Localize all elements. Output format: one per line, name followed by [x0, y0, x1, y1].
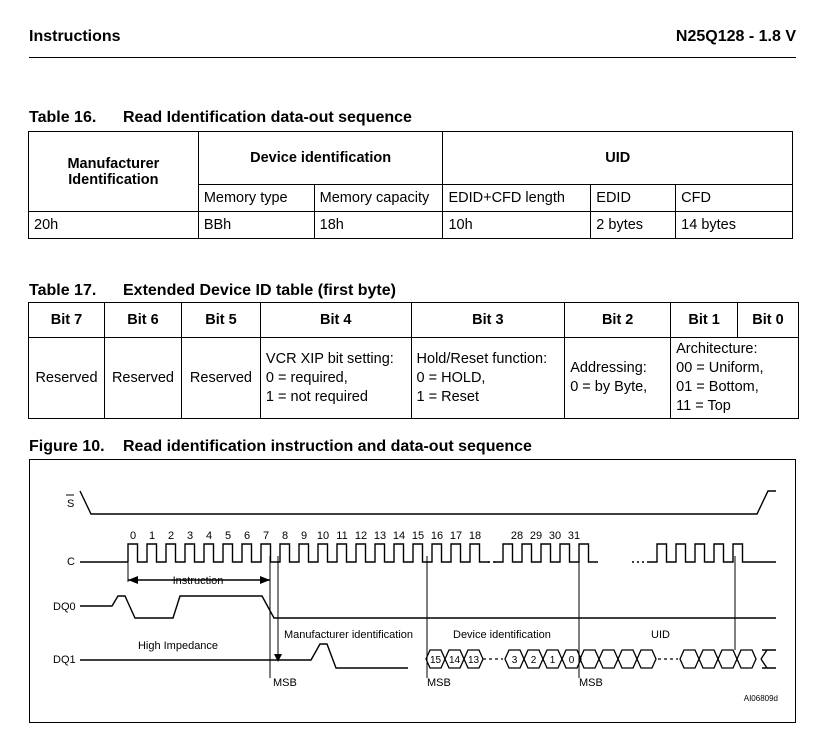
table16-caption-number: Table 16. — [29, 109, 97, 126]
table16-cell: 2 bytes — [591, 212, 676, 239]
table16-sub-edid: EDID — [591, 185, 676, 212]
clock-gaps — [488, 561, 644, 563]
bit-label: 15 — [429, 655, 442, 666]
bit-label: 1 — [549, 655, 556, 666]
table-row — [29, 212, 793, 239]
table16-cell: 18h — [314, 212, 443, 239]
high-impedance-label: High Impedance — [137, 640, 219, 652]
section-title: Instructions — [29, 28, 121, 45]
clock-number: 9 — [300, 530, 308, 542]
table16-sub-memory-type: Memory type — [198, 185, 314, 212]
table16-cell: 14 bytes — [676, 212, 793, 239]
table17-bit4-cell — [260, 338, 411, 419]
clock-number: 30 — [548, 530, 562, 542]
header-rule — [29, 57, 796, 58]
table17-bit1-0-line: 00 = Uniform, — [676, 360, 764, 376]
figure10-caption — [29, 438, 532, 456]
clock-number: 8 — [281, 530, 289, 542]
bit-cell — [637, 650, 656, 668]
table17-header-bit6: Bit 6 — [104, 303, 181, 338]
figure10-caption-number: Figure 10. — [29, 438, 105, 455]
bit-cells-a — [426, 650, 483, 668]
table16-sub-memory-capacity: Memory capacity — [314, 185, 443, 212]
gap-dot — [493, 561, 495, 563]
table17-bit5-cell: Reserved — [181, 338, 260, 419]
table16-header-uid: UID — [443, 132, 793, 185]
table17-header-bit2: Bit 2 — [565, 303, 671, 338]
bit-label: 3 — [511, 655, 518, 666]
clock-number: 0 — [129, 530, 137, 542]
clock-number: 18 — [468, 530, 482, 542]
table17-caption-title: Extended Device ID table (first byte) — [123, 282, 396, 299]
clock-number: 28 — [510, 530, 524, 542]
table17-bit3-line: 1 = Reset — [416, 388, 480, 405]
bit-label: 14 — [448, 655, 461, 666]
table17-bit2-line: 0 = by Byte, — [570, 379, 648, 395]
table16-cell: 20h — [29, 212, 199, 239]
figure10-caption-title: Read identification instruction and data-out sequence — [123, 438, 532, 455]
table17-header-bit1: Bit 1 — [671, 303, 738, 338]
table17-header-bit0: Bit 0 — [738, 303, 799, 338]
clock-numbers-b — [511, 530, 580, 542]
table17-bit7-cell: Reserved — [29, 338, 105, 419]
table17 — [28, 302, 799, 419]
table17-bit2-cell — [565, 338, 671, 419]
c-clock-pulses-b — [494, 544, 598, 562]
table17-bit3-line: Hold/Reset function: — [416, 350, 548, 367]
table-row — [29, 303, 799, 338]
dq1-tail — [761, 650, 776, 668]
clock-number: 3 — [186, 530, 194, 542]
bit-cell — [599, 650, 618, 668]
table16-sub-cfd: CFD — [676, 185, 793, 212]
bit-label: 0 — [568, 655, 575, 666]
bit-label: 13 — [467, 655, 480, 666]
table-row — [29, 338, 799, 419]
msb-label-3: MSB — [579, 677, 603, 689]
c-label: C — [67, 556, 75, 568]
clock-number: 14 — [392, 530, 406, 542]
table17-bit1-0-line: Architecture: — [676, 341, 758, 357]
timing-diagram — [29, 459, 796, 723]
s-label: S — [67, 498, 75, 510]
table17-bit6-cell: Reserved — [104, 338, 181, 419]
gap-dot — [488, 561, 490, 563]
table16-caption — [29, 109, 412, 127]
table17-header-bit3: Bit 3 — [411, 303, 565, 338]
clock-number: 4 — [205, 530, 213, 542]
clock-number: 15 — [411, 530, 425, 542]
figure-id: AI06809d — [743, 694, 778, 703]
table-row — [29, 132, 793, 185]
table17-caption-number: Table 17. — [29, 282, 97, 299]
instruction-arrow-right — [260, 576, 270, 584]
dq0-label: DQ0 — [53, 601, 76, 613]
dq0-signal — [80, 596, 776, 618]
part-number: N25Q128 - 1.8 V — [675, 28, 796, 45]
manufacturer-id-label: Manufacturer identification — [284, 629, 414, 641]
instruction-label: Instruction — [172, 575, 224, 587]
uid-label: UID — [651, 629, 670, 641]
bit-cell — [680, 650, 699, 668]
clock-number: 6 — [243, 530, 251, 542]
clock-number: 17 — [449, 530, 463, 542]
table17-bit3-line: 0 = HOLD, — [416, 369, 486, 386]
msb-arrow-head — [274, 654, 282, 662]
table16-cell: 10h — [443, 212, 591, 239]
clock-number: 2 — [167, 530, 175, 542]
timing-diagram-svg — [30, 460, 797, 724]
table17-bit4-line: VCR XIP bit setting: — [265, 350, 394, 367]
table17-caption — [29, 282, 396, 300]
table17-bit4-line: 1 = not required — [265, 388, 368, 405]
s-signal — [80, 491, 776, 514]
table17-bit1-0-line: 11 = Top — [676, 398, 731, 414]
bit-cell — [580, 650, 599, 668]
table16-header-device: Device identification — [198, 132, 443, 185]
clock-number: 5 — [224, 530, 232, 542]
device-id-label: Device identification — [453, 629, 551, 641]
dq1-signal — [270, 644, 408, 668]
gap-dot — [632, 561, 634, 563]
clock-number: 31 — [567, 530, 581, 542]
gap-dot — [642, 561, 644, 563]
table16 — [28, 131, 793, 239]
clock-number: 1 — [148, 530, 156, 542]
table17-header-bit5: Bit 5 — [181, 303, 260, 338]
clock-number: 13 — [373, 530, 387, 542]
table17-bit1-0-line: 01 = Bottom, — [676, 379, 759, 395]
table16-cell: BBh — [198, 212, 314, 239]
table17-bit2-line: Addressing: — [570, 360, 647, 376]
bit-cells-b — [505, 650, 581, 668]
table17-bit4-line: 0 = required, — [265, 369, 348, 386]
bit-cell — [718, 650, 737, 668]
bit-cell — [699, 650, 718, 668]
clock-number: 11 — [336, 530, 348, 542]
table17-bit3-cell — [411, 338, 565, 419]
table16-sub-length: EDID+CFD length — [443, 185, 591, 212]
dq1-label: DQ1 — [53, 654, 76, 666]
clock-numbers-a — [130, 530, 481, 542]
table16-header-manufacturer: Manufacturer Identification — [29, 132, 199, 212]
gap-dot — [637, 561, 639, 563]
clock-number: 29 — [529, 530, 543, 542]
c-clock-pulses-a — [128, 544, 489, 562]
msb-label-1: MSB — [273, 677, 297, 689]
bit-cell — [737, 650, 756, 668]
clock-number: 7 — [262, 530, 270, 542]
instruction-arrow-left — [128, 576, 138, 584]
table16-caption-title: Read Identification data-out sequence — [123, 109, 412, 126]
clock-number: 10 — [316, 530, 330, 542]
c-clock-pulses-c — [647, 544, 776, 562]
clock-number: 16 — [430, 530, 444, 542]
bit-cell — [618, 650, 637, 668]
table17-header-bit7: Bit 7 — [29, 303, 105, 338]
msb-label-2: MSB — [427, 677, 451, 689]
table17-header-bit4: Bit 4 — [260, 303, 411, 338]
bit-label: 2 — [530, 655, 537, 666]
clock-number: 12 — [354, 530, 368, 542]
table17-bit1-0-cell — [671, 338, 799, 419]
